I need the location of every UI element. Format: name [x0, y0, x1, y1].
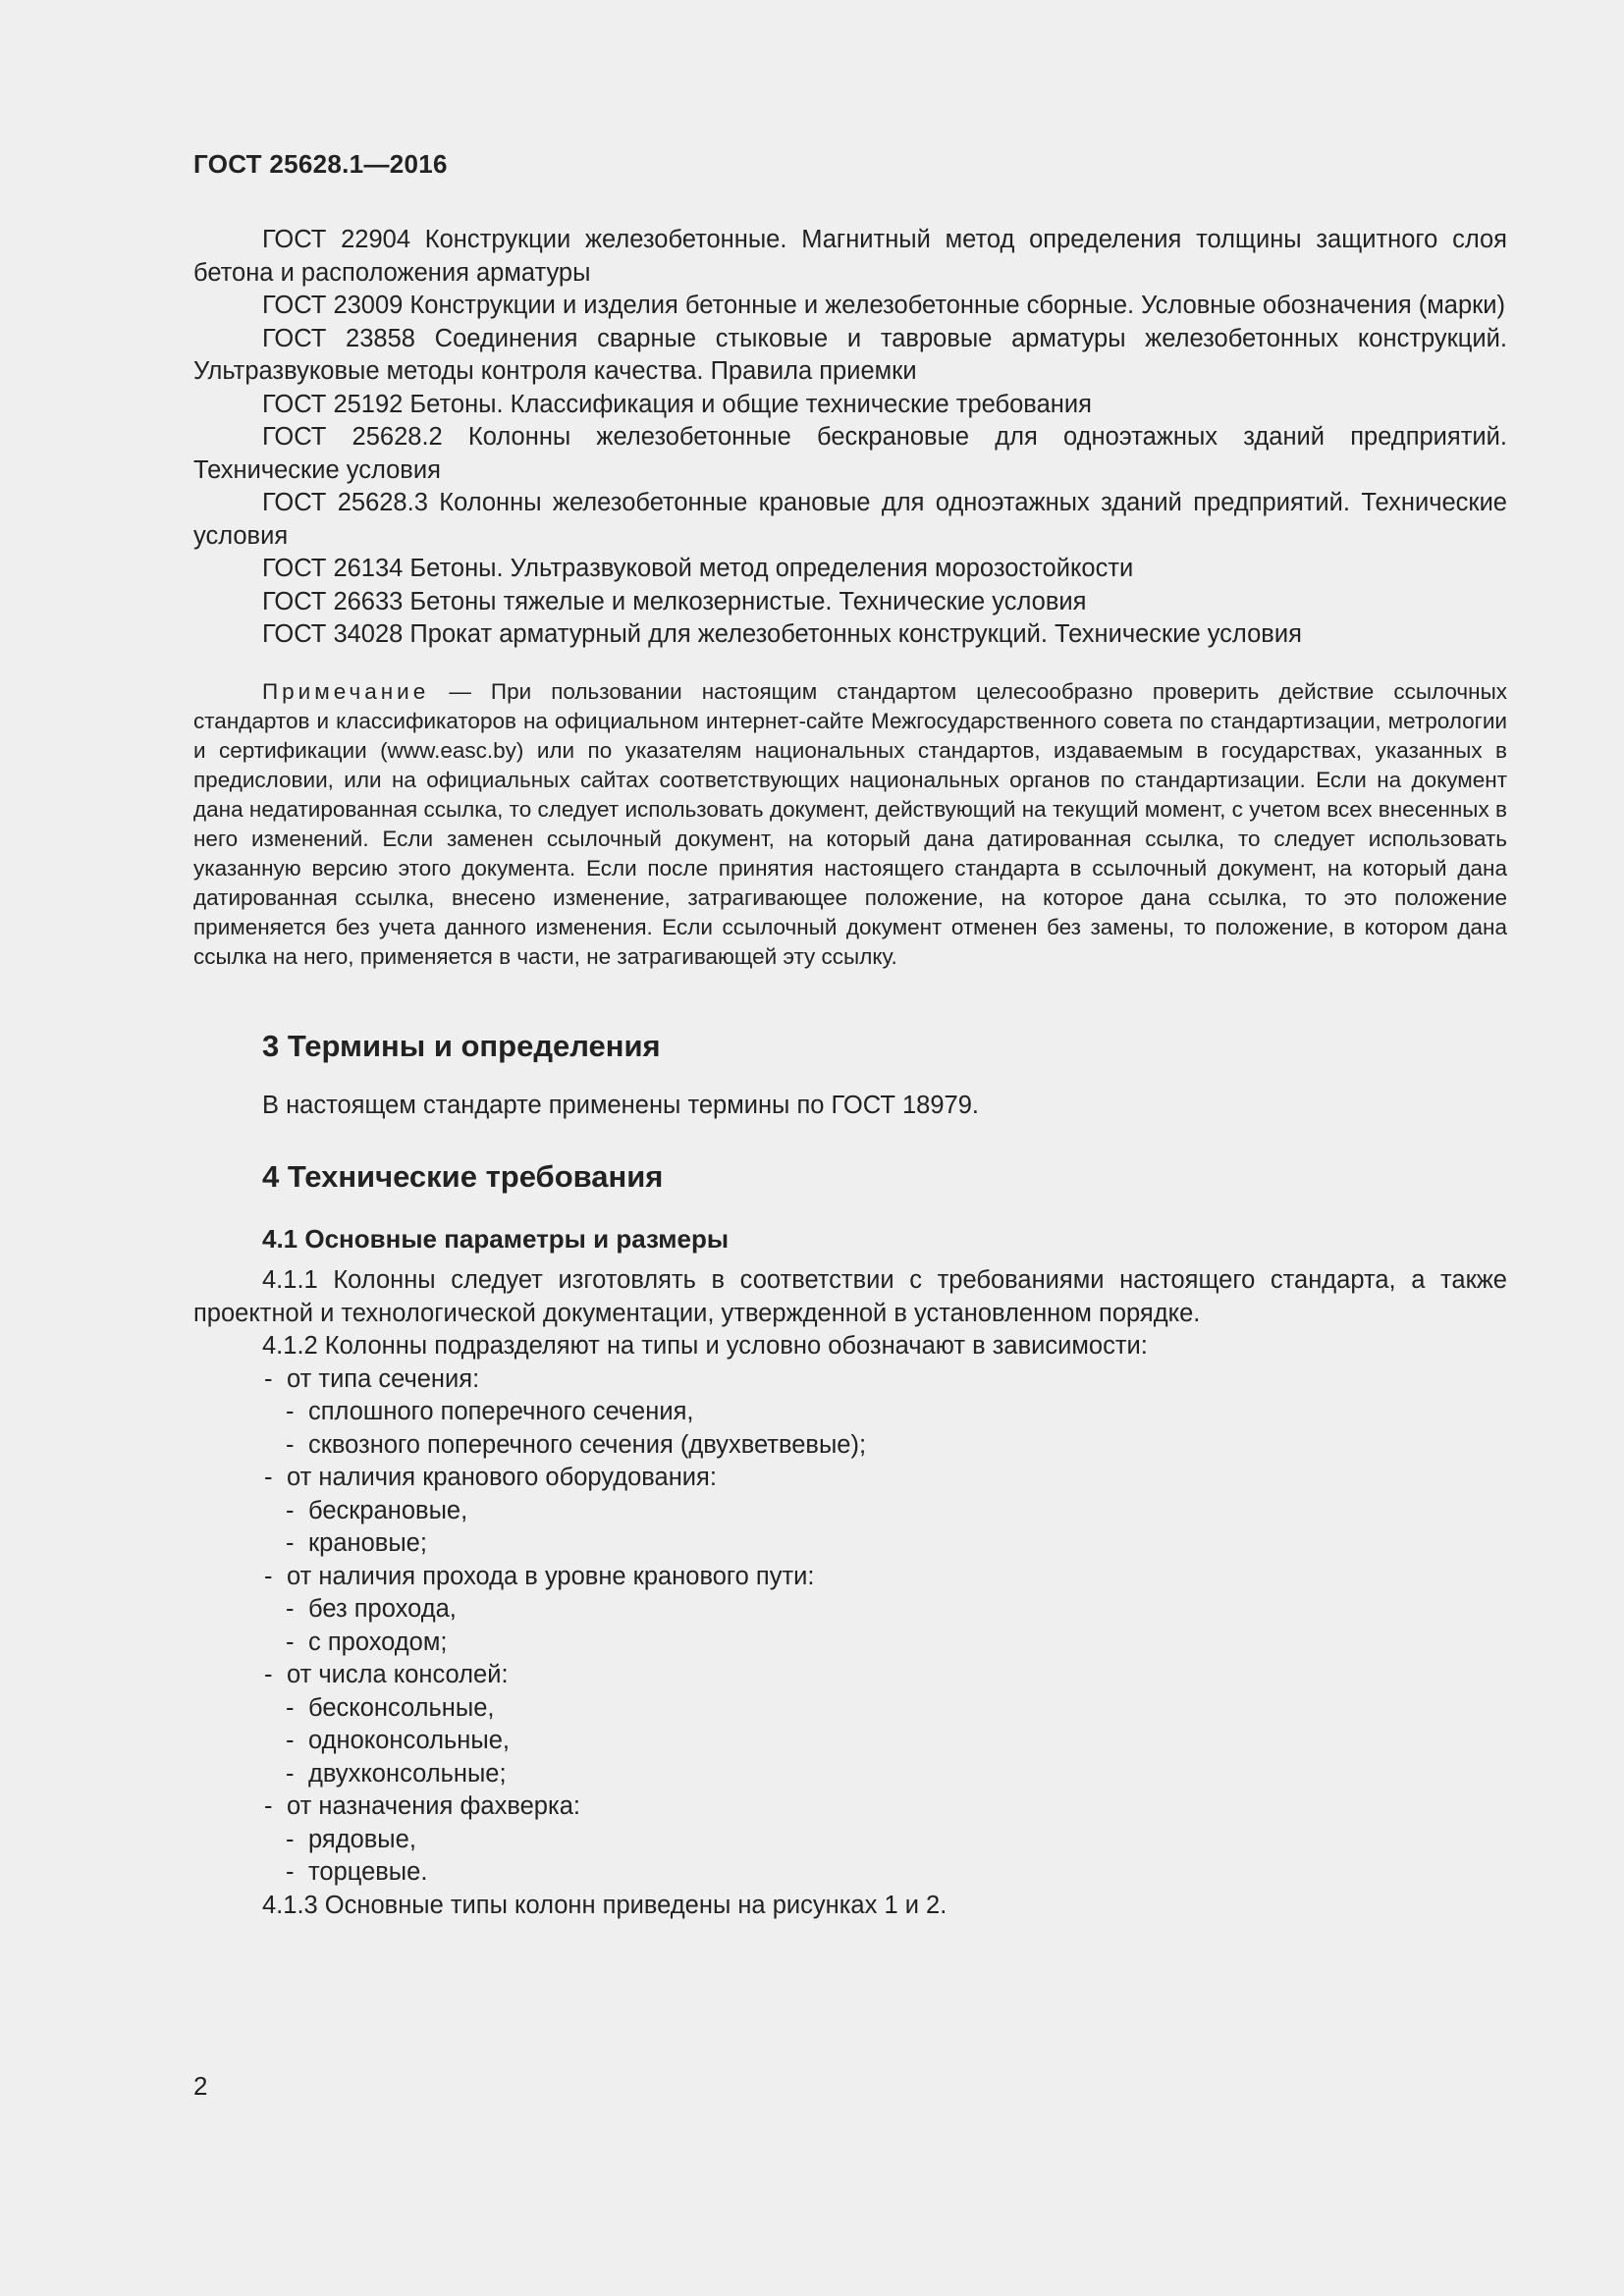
section-3-text: В настоящем стандарте применены термины по ГОСТ 18979.	[262, 1091, 979, 1119]
paragraph-4-1-1: 4.1.1 Колонны следует изготовлять в соответствии с требованиями настоящего стандарта, а также проектной и технологической документации, утвержденной в установленном порядке.	[193, 1266, 1507, 1327]
paragraph-4-1-2: 4.1.2 Колонны подразделяют на типы и условно обозначают в зависимости:	[262, 1332, 1148, 1360]
section-4-title: 4 Технические требования	[262, 1159, 664, 1194]
list-item: - с проходом;	[193, 1627, 1507, 1660]
subsection-4-1-title: 4.1 Основные параметры и размеры	[262, 1224, 730, 1254]
note-block	[193, 677, 1507, 972]
reference-item: ГОСТ 25192 Бетоны. Классификация и общие технические требования	[262, 390, 1092, 418]
reference-item: ГОСТ 23858 Соединения сварные стыковые и тавровые арматуры железобетонных конструкций. Ультразвуковые методы контроля качества. Правила приемки	[193, 324, 1507, 385]
document-header: ГОСТ 25628.1—2016	[193, 149, 448, 179]
list-item: - сквозного поперечного сечения (двухветвевые);	[193, 1429, 1507, 1463]
classification-list	[193, 1363, 1507, 1890]
reference-item: ГОСТ 22904 Конструкции железобетонные. Магнитный метод определения толщины защитного слоя бетона и расположения арматуры	[193, 226, 1507, 287]
list-item: - без прохода,	[193, 1593, 1507, 1627]
list-item: - от типа сечения:	[193, 1363, 1507, 1397]
list-item: - бесконсольные,	[193, 1692, 1507, 1726]
reference-item: ГОСТ 25628.2 Колонны железобетонные бескрановые для одноэтажных зданий предприятий. Технические условия	[193, 423, 1507, 484]
paragraph-4-1-3: 4.1.3 Основные типы колонн приведены на рисунках 1 и 2.	[262, 1891, 947, 1919]
list-item: - бескрановые,	[193, 1495, 1507, 1528]
reference-list	[193, 224, 1507, 652]
reference-item: ГОСТ 26134 Бетоны. Ультразвуковой метод определения морозостойкости	[262, 555, 1134, 582]
note-label: Примечание	[262, 678, 430, 704]
list-item: - от числа консолей:	[193, 1659, 1507, 1692]
list-item: - сплошного поперечного сечения,	[193, 1396, 1507, 1429]
list-item: - от наличия кранового оборудования:	[193, 1462, 1507, 1495]
section-3-title: 3 Термины и определения	[262, 1028, 661, 1063]
list-item: - двухконсольные;	[193, 1758, 1507, 1791]
list-item: - крановые;	[193, 1527, 1507, 1561]
list-item: - рядовые,	[193, 1824, 1507, 1857]
list-item: - одноконсольные,	[193, 1725, 1507, 1758]
reference-item: ГОСТ 34028 Прокат арматурный для железобетонных конструкций. Технические условия	[262, 620, 1302, 648]
reference-item: ГОСТ 26633 Бетоны тяжелые и мелкозернистые. Технические условия	[262, 587, 1087, 615]
page-content	[193, 224, 1507, 1922]
list-item: - от наличия прохода в уровне кранового пути:	[193, 1561, 1507, 1594]
page-number: 2	[193, 2071, 208, 2101]
reference-item: ГОСТ 23009 Конструкции и изделия бетонные и железобетонные сборные. Условные обозначения (марки)	[262, 292, 1506, 319]
note-text: — При пользовании настоящим стандартом целесообразно проверить действие ссылочных стандартов и классификаторов на официальном интернет-сайте Межгосударственного совета по стандартизации, метрологии и сертификации (www.easc.by) или по указателям национальных стандартов, издаваемым в государствах, указанных в предисловии, или на официальных сайтах соответствующих национальных органов по стандартизации. Если на документ дана недатированная ссылка, то следует использовать документ, действующий на текущий момент, с учетом всех внесенных в него изменений. Если заменен ссылочный документ, на который дана датированная ссылка, то следует использовать указанную версию этого документа. Если после принятия настоящего стандарта в ссылочный документ, на который дана датированная ссылка, внесено изменение, затрагивающее положение, на которое дана ссылка, то это положение применяется без учета данного изменения. Если ссылочный документ отменен без замены, то положение, в котором дана ссылка на него, применяется в части, не затрагивающей эту ссылку.	[193, 678, 1507, 969]
list-item: - торцевые.	[193, 1856, 1507, 1890]
reference-item: ГОСТ 25628.3 Колонны железобетонные крановые для одноэтажных зданий предприятий. Технические условия	[193, 489, 1507, 550]
list-item: - от назначения фахверка:	[193, 1790, 1507, 1824]
